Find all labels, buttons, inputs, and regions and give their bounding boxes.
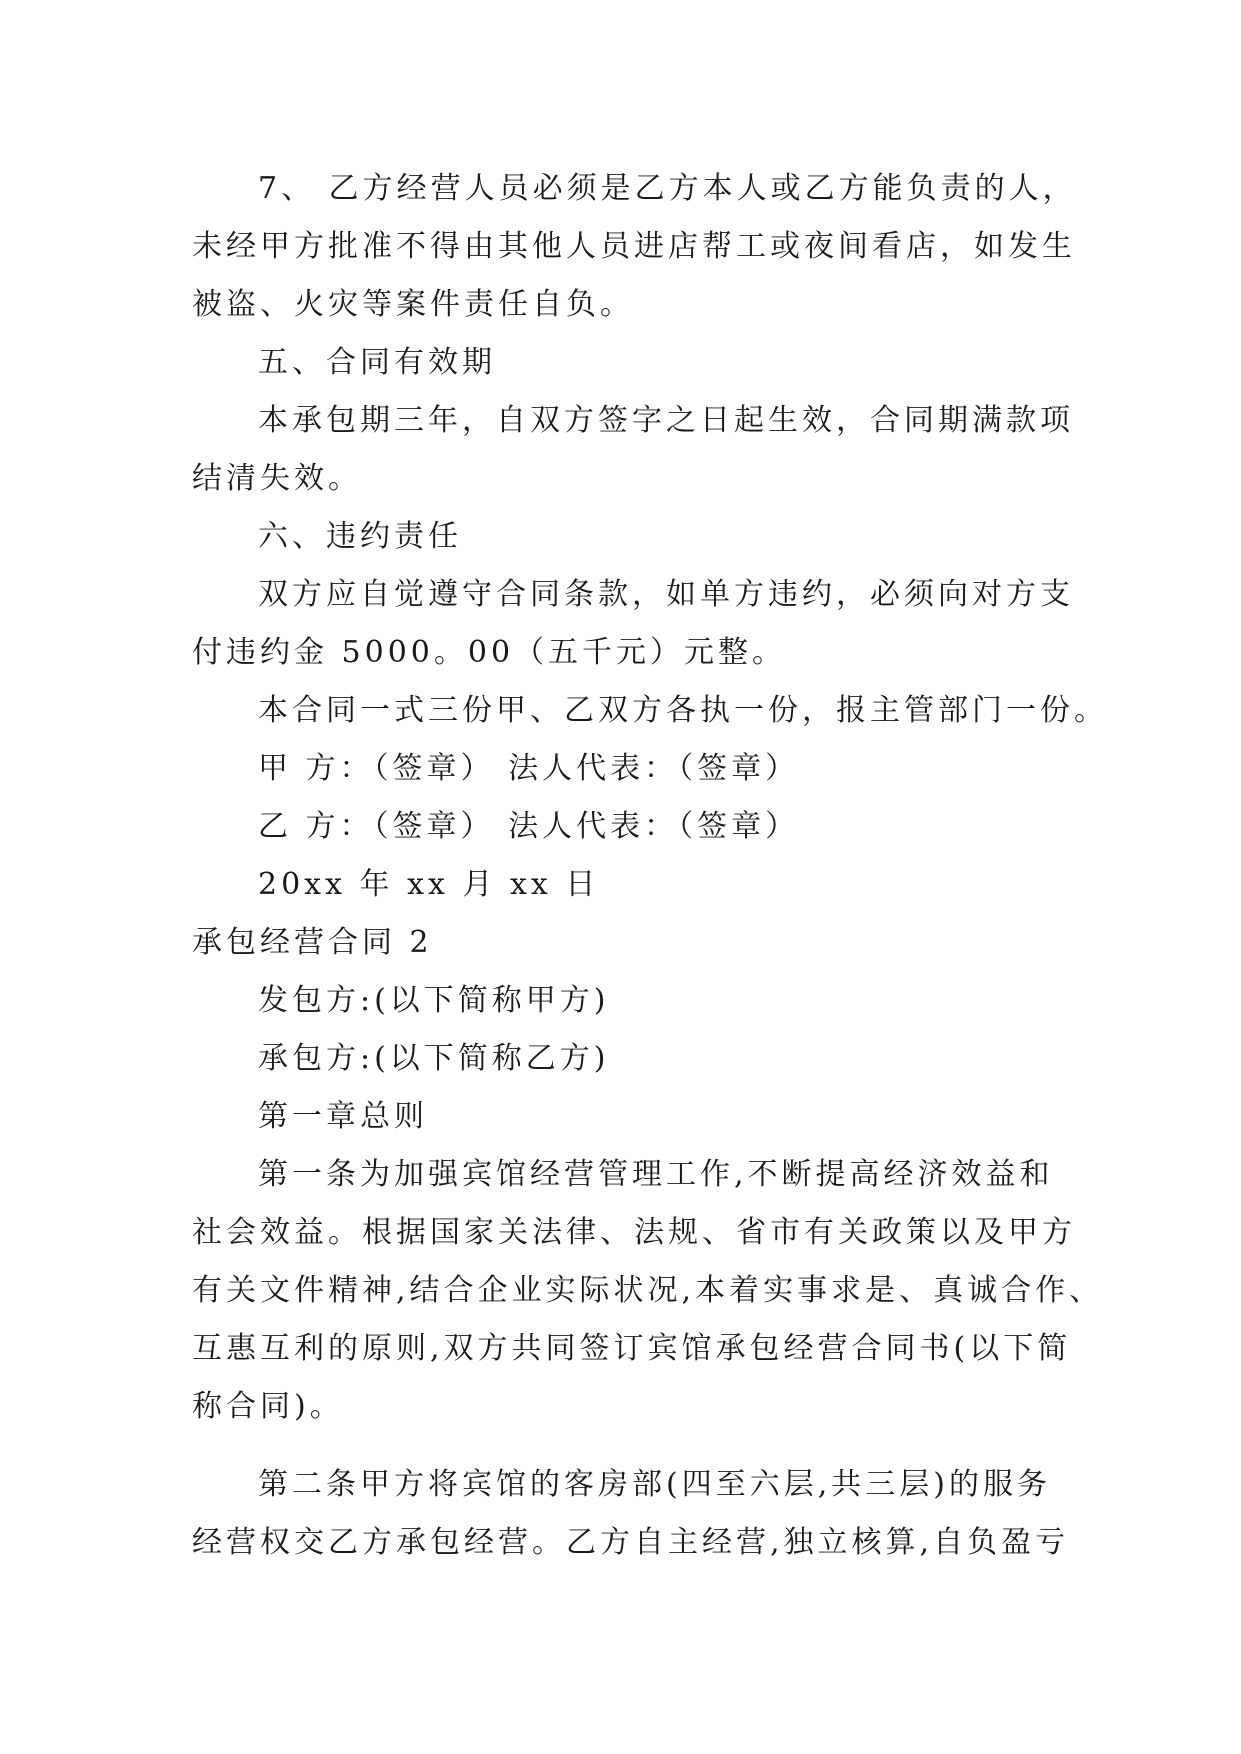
text-line: 未经甲方批准不得由其他人员进店帮工或夜间看店，如发生 xyxy=(192,229,1076,264)
signature-line-party-b: 乙 方：（签章） 法人代表：（签章） xyxy=(258,809,800,844)
text-line: 结清失效。 xyxy=(192,461,362,496)
document-body xyxy=(192,160,1108,1572)
text-line: 7、 乙方经营人员必须是乙方本人或乙方能负责的人， xyxy=(258,171,1077,206)
text-line: 有关文件精神,结合企业实际状况,本着实事求是、真诚合作、 xyxy=(192,1273,1104,1308)
text-line: 承包方:(以下简称乙方) xyxy=(258,1041,610,1076)
section-heading: 五、合同有效期 xyxy=(258,345,496,380)
contract-title: 承包经营合同 2 xyxy=(192,925,433,960)
signature-line-party-a: 甲 方：（签章） 法人代表：（签章） xyxy=(258,751,800,786)
text-line: 被盗、火灾等案件责任自负。 xyxy=(192,287,634,322)
section-heading: 六、违约责任 xyxy=(258,519,462,554)
text-line: 互惠互利的原则,双方共同签订宾馆承包经营合同书(以下简 xyxy=(192,1331,1072,1366)
chapter-heading: 第一章总则 xyxy=(258,1099,428,1134)
text-line: 经营权交乙方承包经营。乙方自主经营,独立核算,自负盈亏 xyxy=(192,1525,1070,1560)
text-line: 社会效益。根据国家关法律、法规、省市有关政策以及甲方 xyxy=(192,1215,1076,1250)
text-line: 发包方:(以下简称甲方) xyxy=(258,983,610,1018)
text-line: 本承包期三年，自双方签字之日起生效，合同期满款项 xyxy=(258,403,1074,438)
text-line: 第二条甲方将宾馆的客房部(四至六层,共三层)的服务 xyxy=(258,1467,1051,1502)
text-line: 付违约金 5000。00（五千元）元整。 xyxy=(192,635,787,670)
text-line: 第一条为加强宾馆经营管理工作,不断提高经济效益和 xyxy=(258,1157,1054,1192)
text-line: 本合同一式三份甲、乙双方各执一份，报主管部门一份。 xyxy=(258,693,1108,728)
text-line: 双方应自觉遵守合同条款，如单方违约，必须向对方支 xyxy=(258,577,1074,612)
text-line: 称合同)。 xyxy=(192,1389,344,1424)
date-line: 20xx 年 xx 月 xx 日 xyxy=(258,867,600,902)
